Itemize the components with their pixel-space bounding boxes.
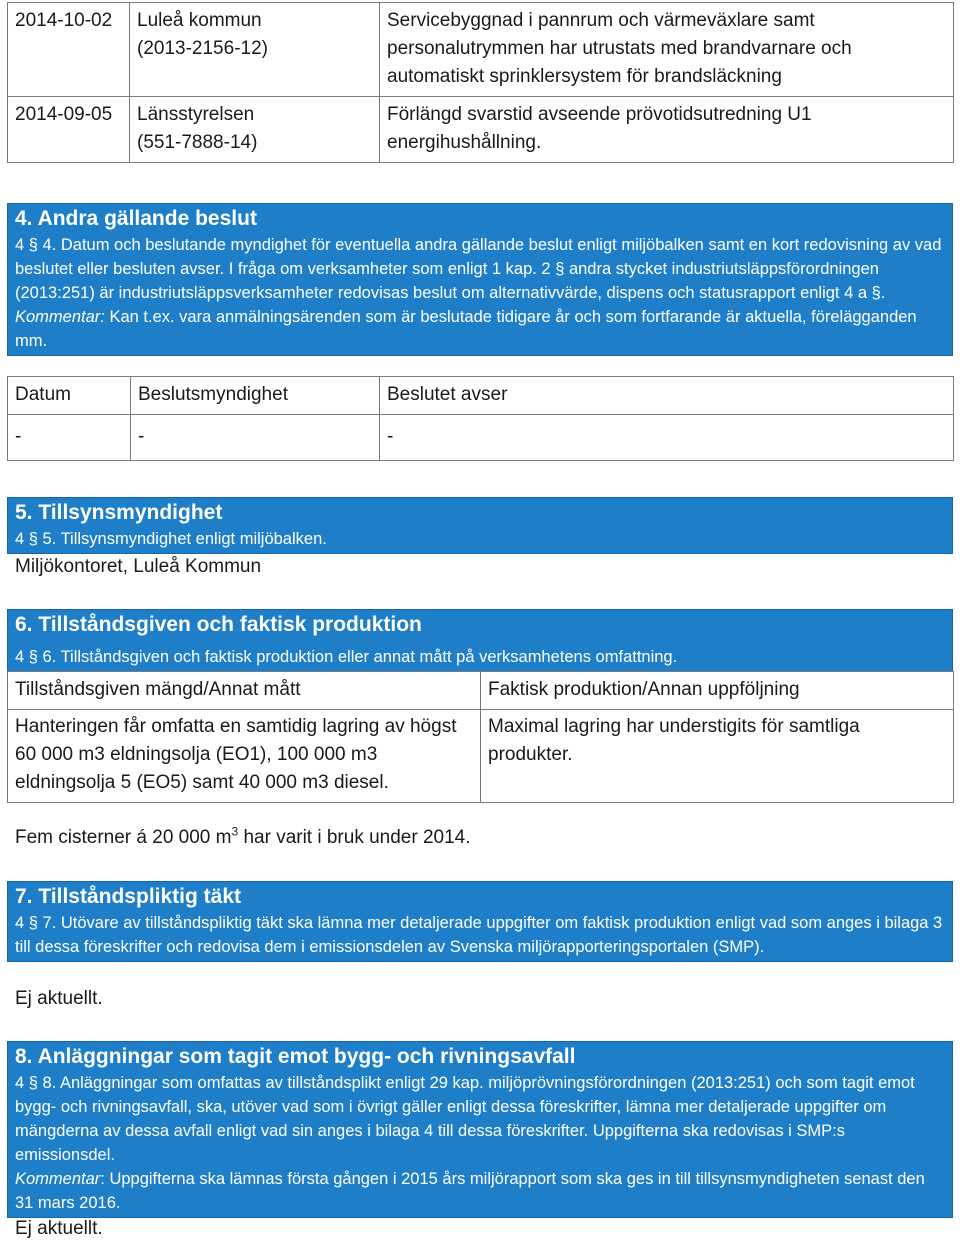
case-number: (2013-2156-12) <box>137 38 268 59</box>
cell-authority: - <box>131 415 380 461</box>
comment-label: Kommentar <box>15 1170 101 1188</box>
cell-date: - <box>8 415 131 461</box>
section-title: 7. Tillståndspliktig täkt <box>15 885 241 908</box>
table-row <box>8 97 954 163</box>
section-description: 4 § 4. Datum och beslutande myndighet för eventuella andra gällande beslut enligt miljöbalken samt en kort redovisning av vad beslutet eller besluten avser. I fråga om verksamheter som enligt 1 kap. 2 § andra stycket industriutsläppsförordningen (2013:251) är industriutsläppsverksamheter redovisas beslut om alternativvärde, dispens och statusrapport enligt 4 a §. Kommentar: Kan t.ex. vara anmälningsärenden som är beslutade tidigare år och som fortfarande är aktuella, förelägganden mm. <box>15 236 942 350</box>
section-6-header <box>7 609 953 672</box>
header-actual: Faktisk produktion/Annan uppföljning <box>481 672 954 710</box>
section-description: 4 § 6. Tillståndsgiven och faktisk produktion eller annat mått på verksamhetens omfattning. <box>15 648 678 666</box>
authority-cell <box>130 97 380 163</box>
table-row <box>8 710 954 803</box>
header-date: Datum <box>8 377 131 415</box>
production-table <box>7 671 954 803</box>
comment-label: Kommentar: <box>15 308 105 326</box>
section-title: 8. Anläggningar som tagit emot bygg- och rivningsavfall <box>15 1045 576 1068</box>
section-title: 6. Tillståndsgiven och faktisk produktion <box>15 613 422 636</box>
table-row <box>8 3 954 97</box>
section-title: 4. Andra gällande beslut <box>15 207 257 230</box>
other-decisions-table <box>7 376 954 461</box>
table-header-row <box>8 377 954 415</box>
description-cell: Förlängd svarstid avseende prövotidsutredning U1 energihushållning. <box>380 97 954 163</box>
comment-text: Kan t.ex. vara anmälningsärenden som är beslutade tidigare år och som fortfarande är aktuella, förelägganden mm. <box>15 308 917 350</box>
section-title: 5. Tillsynsmyndighet <box>15 501 223 524</box>
date-cell: 2014-10-02 <box>8 3 130 97</box>
section-7-answer: Ej aktuellt. <box>15 988 103 1009</box>
section-description: 4 § 8. Anläggningar som omfattas av tillståndsplikt enligt 29 kap. miljöprövningsförordningen (2013:251) och som tagit emot bygg- och rivningsavfall, ska, utöver vad som i övrigt gäller enligt dessa föreskrifter, lämna mer detaljerade uppgifter om mängderna av dessa avfall enligt vad sin anges i bilaga 4 till dessa föreskrifter. Uppgifterna ska redovisas i SMP:s emissionsdel. Kommentar: Uppgifterna ska lämnas första gången i 2015 års miljörapport som ska ges in till tillsynsmyndigheten senast den 31 mars 2016. <box>15 1074 925 1212</box>
previous-decisions-table <box>7 2 954 163</box>
authority-name: Luleå kommun <box>137 10 262 31</box>
table-header-row <box>8 672 954 710</box>
cell-subject: - <box>380 415 954 461</box>
section-8-answer: Ej aktuellt. <box>15 1218 103 1239</box>
section-description: 4 § 5. Tillsynsmyndighet enligt miljöbalken. <box>15 530 327 548</box>
description-cell: Servicebyggnad i pannrum och värmeväxlare samt personalutrymmen har utrustats med brandvarnare och automatiskt sprinklersystem för brandsläckning <box>380 3 954 97</box>
supervisory-authority: Miljökontoret, Luleå Kommun <box>15 556 262 577</box>
section-7-header <box>7 881 953 962</box>
superscript-3: 3 <box>231 824 239 839</box>
table-row <box>8 415 954 461</box>
section-4-header <box>7 203 953 356</box>
header-subject: Beslutet avser <box>380 377 954 415</box>
section-5-header <box>7 497 953 554</box>
cell-permitted: Hanteringen får omfatta en samtidig lagring av högst 60 000 m3 eldningsolja (EO1), 100 000 m3 eldningsolja 5 (EO5) samt 40 000 m3 diesel. <box>8 710 481 803</box>
authority-name: Länsstyrelsen <box>137 104 255 125</box>
section-8-header <box>7 1041 953 1218</box>
date-cell: 2014-09-05 <box>8 97 130 163</box>
cistern-note: Fem cisterner á 20 000 $m^3$ har varit i bruk under 2014. <box>15 824 471 848</box>
section-description: 4 § 7. Utövare av tillståndspliktig täkt ska lämna mer detaljerade uppgifter om faktisk produktion enligt vad som anges i bilaga 3 till dessa föreskrifter och redovisa dem i emissionsdelen av Svenska miljörapporteringsportalen (SMP). <box>15 914 943 956</box>
authority-cell <box>130 3 380 97</box>
cell-actual: Maximal lagring har understigits för samtliga produkter. <box>481 710 954 803</box>
header-authority: Beslutsmyndighet <box>131 377 380 415</box>
case-number: (551-7888-14) <box>137 132 258 153</box>
comment-text: : Uppgifterna ska lämnas första gången i 2015 års miljörapport som ska ges in till tillsynsmyndigheten senast den 31 mars 2016. <box>15 1170 925 1212</box>
header-permitted: Tillståndsgiven mängd/Annat mått <box>8 672 481 710</box>
